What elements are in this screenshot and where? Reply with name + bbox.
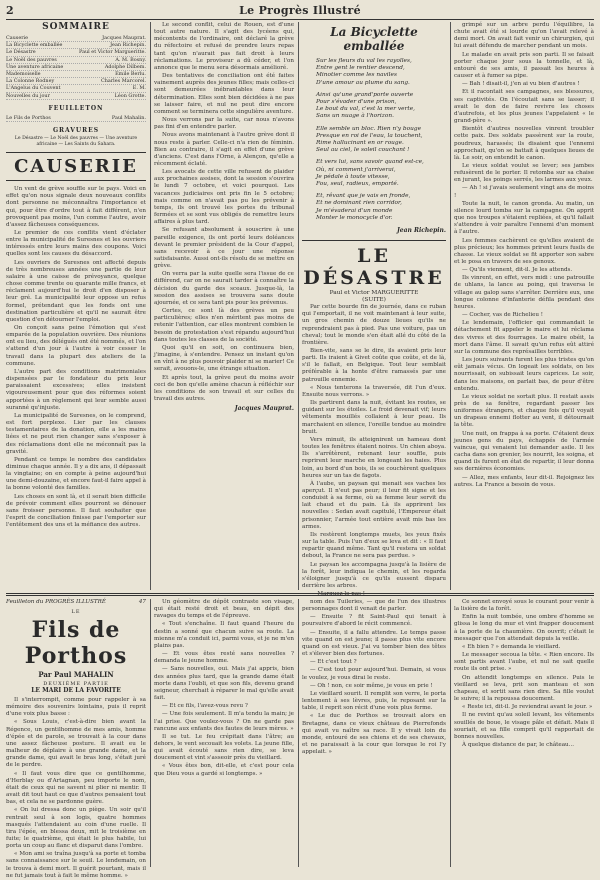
sommaire-item-title: Le Noël des pauvres bbox=[6, 56, 57, 63]
desastre-authors: Paul et Victor MARGUERITTE bbox=[329, 290, 419, 297]
desastre-paragraph: Bien-vite, sans se le dire, ils avaient pris leur parti. Ils iraient à Givet coûte que coûte, et de là, s'il le fallait, en Belgique. Tout leur semblait préférable à la honte d'être ramassés par une patrouille ennemie. bbox=[302, 348, 446, 383]
bicyclette-signature: Jean Richepin. bbox=[396, 227, 446, 235]
sommaire-item-author: E. M. bbox=[132, 85, 146, 92]
sommaire-item bbox=[6, 93, 146, 100]
story-paragraph: Le lendemain, l'officier qui commandait le détachement fit appeler le maire et lui réclama des vivres et des fourrages. Le maire obéit, la mort dans l'âme. Il savait qu'un refus eût attiré sur la commune des représailles terribles. bbox=[454, 320, 594, 355]
causerie-paragraph: L'autre part des conditions matrimoniales dispensées par le fondateur du prix leur paraissaient excessives; elles insistent vigoureusement pour que des réformes soient apportées à un règlement qui leur semble aussi suranné qu'injuste. bbox=[6, 368, 146, 411]
feuilleton-paragraph: — Et c'est tout ? bbox=[310, 659, 357, 666]
column-divider bbox=[298, 599, 299, 867]
sommaire-item-title: Mademoiselle bbox=[6, 71, 41, 78]
causerie-paragraph: Les avocats de cette ville refusent de plaider aux prochaines assises, dont la session s'ouvrira le lundi 7 octobre, et voici pourquoi. Les vacances judiciaires ont pris fin le 5 octobre; mais comme on n'avait pas pu les prévenir à temps, ils ont trouvé les portes du tribunal fermées et se sont vus obligés de remettre leurs affaires à plus tard. bbox=[154, 169, 294, 226]
causerie-title: CAUSERIE bbox=[6, 152, 146, 181]
feuilleton-rule bbox=[6, 595, 594, 596]
feuilleton-paragraph: — Une fois seulement. Il m'a tendu la main; je l'ai prise. Que voulez-vous ? On ne garde pas rancune aux enfants des fautes de leurs mères. » bbox=[154, 711, 294, 732]
poem-line: Et vers lui, sans savoir quand est-ce, bbox=[316, 159, 424, 166]
story-paragraph: — Cocher, vas de Richelieu ! bbox=[462, 312, 544, 319]
feuilleton-paragraph: Il s'interrompit, comme pour rappeler à sa mémoire des souvenirs lointains, puis il reprit d'une voix plus basse : bbox=[6, 697, 146, 718]
feuilleton-paragraph: Un géomètre de dépôt contraste son visage, qui était resté droit et beau, en dépit des ravages du temps et de l'épreuve. bbox=[154, 599, 294, 620]
column-divider bbox=[150, 599, 151, 867]
desastre-paragraph: À l'aube, un paysan qui menait ses vaches les aperçut. Il n'eut pas peur; il leur fit signe et les conduisit à sa ferme, où sa femme leur servit du lait chaud et du pain. Là ils apprirent les nouvelles : Sedan avait capitulé, l'Empereur était prisonnier, l'armée tout entière avait mis bas les armes. bbox=[302, 480, 446, 530]
story-paragraph: Ils vinrent, en effet, vers midi : une patrouille de uhlans, la lance au poing, qui traversa le village au galop sans s'arrêter. Derrière eux, une longue colonne d'infanterie défila pendant des heures. bbox=[454, 275, 594, 310]
sommaire-item bbox=[6, 71, 146, 78]
sommaire-item-author: Jean Richepin. bbox=[110, 42, 146, 49]
story-paragraph: — Qu'ils viennent, dit-il. Je les attends. bbox=[462, 267, 573, 274]
poem-line: Le bout du val, c'est la mer verte, bbox=[316, 106, 415, 113]
story-paragraph: Le malade en avait pris son parti. Il se faisait porter chaque jour sous la tonnelle, et là, entouré de ses amis, il passait les heures à causer et à fumer sa pipe. bbox=[454, 51, 594, 80]
desastre-byline bbox=[302, 290, 446, 296]
poem-line: Pour s'évader d'une prison, bbox=[316, 99, 397, 106]
feuilleton-paragraph: « Le duc de Porthos se trouvait alors en Bretagne, dans ce vieux château de Pierrefonds qui avait vu naître sa race. Il y vivait loin du monde, entouré de ses chiens et de ses chevaux, et ne paraissait à la cour que lorsque le roi l'y appelait. » bbox=[302, 713, 446, 756]
story-paragraph: Toute la nuit, le canon gronda. Au matin, un silence lourd tomba sur la campagne. On apprit que nos troupes s'étaient repliées, et qu'il fallait s'attendre à voir paraître l'ennemi d'un moment à l'autre. bbox=[454, 200, 594, 236]
gravures-text: Le Désastre — Le Noël des pauvres — Une aventure africaine — Les Saints du Sahara. bbox=[14, 136, 138, 148]
feuilleton-chapter: LE MARI DE LA FAVORITE bbox=[31, 687, 121, 694]
sommaire-list bbox=[6, 35, 146, 100]
gravures-heading: GRAVURES bbox=[52, 127, 100, 135]
story-paragraph: Et il racontait ses campagnes, ses blessures, ses captivités. On l'écoutait sans se lasser; il avait le don de faire revivre les choses d'autrefois, et les plus jeunes l'appelaient « le grand-père ». bbox=[454, 89, 594, 125]
story-paragraph: Bientôt d'autres nouvelles vinrent troubler cette paix. Des soldats passèrent sur la route, poudreux, harassés; ils disaient que l'ennemi approchait, qu'on se battait à quelques lieues de là. Le soir, on entendit le canon. bbox=[454, 126, 594, 161]
feuilleton-paragraph: « On lui dressa donc un piège. Un soir qu'il rentrait seul à son logis, quatre hommes masqués l'attendaient au coin d'une ruelle. Il tira l'épée, en blessa deux, mit le troisième en fuite; le quatrième, qui était le plus habile, lui porta un coup au flanc et disparut dans l'ombre. bbox=[6, 807, 146, 850]
poem-line: Et ne dominant rien corridor, bbox=[316, 200, 402, 207]
column-divider bbox=[450, 22, 451, 590]
feuilleton-paragraph: — C'est tout pour aujourd'hui. Demain, si vous le voulez, je vous dirai le reste. bbox=[302, 667, 446, 681]
story-paragraph: grimpé sur un arbre perdu l'équilibre, la chute avait été si lourde qu'on l'avait relevé à demi mort. On avait fait venir un chirurgien, qui lui avait défendu de marcher pendant un mois. bbox=[454, 22, 594, 50]
feuilleton-paragraph: On attendit longtemps en silence. Puis le vieillard se leva, prit son manteau et son chapeau, et sortit sans rien dire. Sa fille voulut le suivre; il la repoussa doucement. bbox=[454, 674, 594, 703]
poem-line: Presque en roi de l'eau, la touchent, bbox=[316, 132, 423, 139]
causerie-paragraph: Se refusant absolument à souscrire à une pareille exigence, ils ont porté leurs doléances devant le premier président de la Cour d'appel, sans recevoir à ce jour une réponse satisfaisante. Aussi ont-ils résolu de se mettre en grève. bbox=[154, 227, 294, 270]
sommaire-item-title: L'Angelus du Couvent bbox=[6, 85, 61, 92]
column-4 bbox=[454, 22, 594, 590]
poem-line: Minotier comme les naviles bbox=[316, 72, 397, 79]
feuilleton-text-4 bbox=[454, 599, 594, 749]
poem-line: Entre gent le rentier descend, bbox=[316, 65, 405, 72]
poem-line: Elle semble un bloc. Rien n'y bouge bbox=[316, 125, 421, 132]
causerie-paragraph: Un vent de grève souffle sur le pays. Voici en effet qu'on nous signale deux nouveaux conflits dont personne ne méconnaîtra l'importance et qui, pour être d'ordre tout à fait différent, n'en provoquent pas moins, l'un comme l'autre, avoir d'assez fâcheuses conséquences. bbox=[6, 186, 146, 228]
poem-line: Je m'évaderai d'un monde bbox=[316, 207, 393, 214]
sommaire-item-title: Causerie bbox=[6, 35, 29, 41]
causerie-paragraph: Et après tout, la grève peut du moins avoir ceci de bon qu'elle amène chacun à réfléchir sur les conditions de son travail et sur celles du travail des autres. bbox=[154, 374, 294, 402]
feuilleton-text-3 bbox=[302, 599, 446, 756]
story-continuation-text bbox=[454, 22, 594, 489]
feuilleton-paragraph: — Sans nouvelles, oui. Mais j'ai appris, bien des années plus tard, que la grande dame était morte dans l'oubli, et que son fils, devenu grand seigneur, cherchait à réparer le mal qu'elle avait fait. bbox=[154, 666, 294, 702]
sommaire-item bbox=[6, 57, 146, 64]
sommaire-item-author: Paul et Victor Margueritte. bbox=[79, 49, 146, 56]
sommaire-item-author: Léon Grotte. bbox=[114, 92, 146, 99]
poem-line: Fou, seul, radieux, emporté. bbox=[316, 181, 399, 188]
feuilleton-paragraph: — Et ce fils, l'avez-vous revu ? bbox=[162, 703, 248, 710]
feuilleton-paragraph: Il se tut. Le feu crépitait dans l'âtre; au dehors, le vent secouait les volets. La jeune fille, qui avait écouté sans rien dire, se leva doucement et vint s'asseoir près du vieillard. bbox=[154, 733, 294, 762]
causerie-signature: Jacques Mauprat. bbox=[234, 405, 294, 413]
poem-stanza bbox=[316, 58, 446, 87]
bicyclette-poem bbox=[302, 58, 446, 222]
feuilleton-entry-title: Le Fils de Porthos bbox=[6, 114, 51, 121]
feuilleton-paragraph: « Vous êtes bon, dit-elle, et c'est pour cela que Dieu vous a gardé si longtemps. » bbox=[154, 763, 294, 777]
desastre-title: LE DÉSASTRE bbox=[302, 240, 446, 289]
sommaire-item-author: Jacques Mauprat. bbox=[102, 35, 146, 41]
causerie-paragraph: Le second conflit, celui de Rouen, est d'une tout autre nature. Il s'agit des lycéens qui, mécontents de l'ordinaire, ont déclaré la grève du réfectoire et refusé de prendre leurs repas tant qu'on n'aurait pas fait droit à leurs réclamations. Le proviseur a dû céder, et l'on annonce que le menu sera désormais amélioré. bbox=[154, 22, 294, 71]
feuilleton-part: DEUXIÈME PARTIE bbox=[43, 681, 109, 687]
desastre-tag: (SUITE) bbox=[362, 297, 386, 304]
poem-line: D'une amour au plume du sang. bbox=[316, 79, 410, 86]
masthead-rule bbox=[6, 19, 594, 20]
poem-line: Seul au ciel, le soleil couchant ! bbox=[316, 147, 410, 154]
poem-stanza bbox=[316, 126, 446, 155]
column-3 bbox=[302, 22, 446, 590]
causerie-paragraph: Les choses en sont là, et il serait bien difficile de prévoir comment elles pourront se dénouer sans froisser personne. Il faut souhaiter que l'esprit de conciliation finisse par l'emporter sur l'entêtement des uns et la méfiance des autres. bbox=[6, 493, 146, 529]
poem-line: Et, rêvant que je vais en fronde, bbox=[316, 193, 411, 200]
sommaire-item-author: A. M. Bosny. bbox=[115, 56, 146, 63]
feuilleton-paragraph: Ce sonnet envoyé sous le courant pour venir à la lisière de la forêt. bbox=[454, 599, 594, 613]
newspaper-title: Le Progrès Illustré bbox=[239, 4, 361, 17]
feuilleton-paragraph: À quelque distance de par, le château... bbox=[462, 741, 574, 748]
causerie-paragraph: Des tentatives de conciliation ont été faites vainement auprès des jeunes filles; mais celles-ci sont demeurées inébranlables dans leur détermination. Elles sont bien décidées à ne pas se laisser faire, et nul ne peut dire encore comment se terminera cette singulière aventure. bbox=[154, 73, 294, 115]
feuilleton-entry bbox=[6, 115, 146, 122]
causerie-paragraph: Le premier de ces conflits vient d'éclater entre la municipalité de Suresnes et les ouvriers intéressés entre leurs mains des coupons. Voici quelles sont les causes du désaccord. bbox=[6, 229, 146, 258]
desastre-paragraph: Par cette bourde fin de journée, dans ce ruban qui l'emportait, il ne voit maintenant à leur suite, un gros chemin de douze lieues qu'ils ne reprendraient pas à pied. Pas une voiture, pas un cheval; tout le monde s'en était allé du côté de la frontière. bbox=[302, 304, 446, 346]
causerie-paragraph: La municipalité de Suresnes, on le comprend, est fort perplexe. Lier par les clauses testamentaires de la donation, elle a les mains liées et ne peut rien changer sans s'exposer à des réclamations dont elle ne méconnaît pas la gravité. bbox=[6, 412, 146, 455]
desastre-paragraph: Ils partirent dans la nuit, évitant les routes, se guidant sur les étoiles. Le froid devenait vif; leurs vêtements mouillés collaient à leur peau. Ils marchaient en silence, l'oreille tendue au moindre bruit. bbox=[302, 400, 446, 435]
feuilleton-title-prefix: LE bbox=[71, 609, 81, 615]
column-divider bbox=[450, 599, 451, 867]
desastre-paragraph: « Nous tenterons la traversée, dit l'un d'eux. Ensuite nous verrons. » bbox=[302, 384, 446, 398]
desastre-paragraph: Ils restèrent longtemps muets, les yeux fixés sur la table. Puis l'un d'eux se leva et dit : « Il faut repartir quand même. Tant qu'il restera un soldat debout, la France ne sera pas perdue. » bbox=[302, 531, 446, 560]
feuilleton-paragraph: — Ensuite ? fit Saint-Paul qui tenait à poursuivre d'abord le récit commencé. bbox=[302, 614, 446, 628]
sommaire-item bbox=[6, 64, 146, 71]
feuilleton-heading: FEUILLETON bbox=[48, 104, 104, 112]
desastre-paragraph: Vers minuit, ils atteignirent un hameau dont toutes les fenêtres étaient noires. Un chien aboya. Ils s'arrêtèrent, retenant leur souffle, puis reprirent leur marche en longeant les haies. Plus loin, au bord d'un bois, ils se couchèrent quelques heures sur un tas de fagots. bbox=[302, 436, 446, 479]
feuilleton-paragraph: « Sous Louis, c'est-à-dire bien avant la Régence, un gentilhomme de mes amis, homme d'épée et de parole, se trouvait à la cour dans une assez fâcheuse posture. Il avait eu le malheur de déplaire à une grande dame, et la grande dame, qui avait le bras long, s'était juré de le perdre. bbox=[6, 719, 146, 769]
feuilleton-paragraph: « Eh bien ? » demanda le vieillard. bbox=[462, 643, 561, 650]
sommaire-item-title: La Bicyclette emballée bbox=[6, 42, 63, 49]
feuilleton-column-2 bbox=[154, 599, 294, 867]
feuilleton-paragraph: Le vieillard sourit. Il remplit son verre, le porta lentement à ses lèvres, puis, le reposant sur la table, il reprit son récit d'une voix plus ferme. bbox=[302, 690, 446, 712]
feuilleton-paragraph: — Et vous êtes resté sans nouvelles ? demanda le jeune homme. bbox=[154, 651, 294, 665]
feuilleton-paragraph: « Tout s'enchaîne. Il faut quand l'heure du destin a sonné que chacun suive sa route. La mienne m'a conduit ici, parmi vous, et je ne m'en plains pas. bbox=[154, 621, 294, 649]
feuilleton-header bbox=[6, 599, 146, 605]
causerie-paragraph: Les ouvriers de Suresnes ont affecté depuis de très nombreuses années une partie de leur salaire à une caisse de prévoyance, quelque chose comme trente ou quarante mille francs, et réclament aujourd'hui le droit d'en disposer à leur gré. La municipalité leur oppose un refus formel, prétendant que les fonds ont une destination particulière et qu'il ne saurait être question d'en détourner l'emploi. bbox=[6, 259, 146, 323]
story-paragraph: Une nuit, on frappa à sa porte. C'étaient deux jeunes gens du pays, échappés de l'armée vaincue, qui venaient lui demander asile. Il les cacha dans son grenier, les nourrit, les soigna, et quand ils furent en état de repartir, il leur donna ses dernières économies. bbox=[454, 430, 594, 473]
feuilleton-column-4 bbox=[454, 599, 594, 867]
feuilleton-paragraph: Enfin la nuit tombée, une ombre d'homme se glissa le long du mur et vint frapper doucement à la porte de la chaumière. On ouvrit; c'était le messager que l'on attendait depuis la veille. bbox=[454, 614, 594, 642]
story-paragraph: Les femmes cachèrent ce qu'elles avaient de plus précieux; les hommes prirent leurs fusils de chasse. Le vieux soldat se fit apporter son sabre et le posa en travers de ses genoux. bbox=[454, 237, 594, 265]
sommaire-item bbox=[6, 49, 146, 56]
poem-line: Monter le monocycle d'or. bbox=[316, 214, 393, 221]
sommaire-item-title: Nouvelles du jour bbox=[6, 92, 50, 99]
feuilleton-paragraph: Le messager secoua la tête. « Rien encore. Ils sont partis avant l'aube, et nul ne sait quelle route ils ont prise. » bbox=[454, 652, 594, 673]
bicyclette-title: La Bicyclette emballée bbox=[330, 25, 418, 53]
causerie-text-part1 bbox=[6, 186, 146, 529]
sommaire-item bbox=[6, 78, 146, 85]
story-paragraph: Le vieux soldat ne sortait plus. Il restait assis près de sa fenêtre, regardant passer les uniformes étrangers, et chaque fois qu'il voyait un drapeau ennemi flotter au vent, il détournait la tête. bbox=[454, 393, 594, 429]
causerie-paragraph: Certes, ce sont là des grèves un peu particulières; elles n'en méritent pas moins de retenir l'attention, car elles montrent combien le besoin de protestation s'est répandu aujourd'hui dans toutes les classes de la société. bbox=[154, 308, 294, 343]
causerie-paragraph: On conçoit sans peine l'émotion qui s'est emparée de la population ouvrière. Des réunions ont eu lieu, des délégués ont été nommés, et l'on s'attend d'un jour à l'autre à voir cesser le travail dans la plupart des ateliers de la commune. bbox=[6, 325, 146, 367]
poem-line: Rime hallucinant en or rouge. bbox=[316, 140, 404, 147]
column-1 bbox=[6, 22, 146, 590]
sommaire-heading: SOMMAIRE bbox=[42, 22, 110, 32]
sommaire-item-title: Le Désastre bbox=[6, 49, 36, 56]
causerie-paragraph: Pendant ce temps le nombre des candidates diminue chaque année. Il y a dix ans, il dépassait la vingtaine; on en compte à peine aujourd'hui une demi-douzaine, et encore faut-il faire appel à la bonne volonté des familles. bbox=[6, 456, 146, 492]
feuilleton-author: Par Paul MAHALIN bbox=[38, 670, 114, 679]
feuilleton-rule bbox=[6, 593, 594, 594]
feuilleton-paragraph: — Ensuite, il a fallu attendre. Le temps passe vite quand on est jeune; il passe plus vite encore quand on est vieux. J'ai vu tomber bien des têtes et s'élever bien des fortunes. bbox=[302, 629, 446, 658]
sommaire-item-title: Une aventure africaine bbox=[6, 63, 64, 70]
causerie-paragraph: On verra par la suite quelle sera l'issue de ce différend, car on ne saurait tarder à connaître la décision du garde des sceaux. Jusque-là, la session des assises se trouvera sans doute ajournée, et ce sera tant pis pour les prévenus. bbox=[154, 271, 294, 306]
poem-line: Où, ni comment j'arriverai, bbox=[316, 166, 396, 173]
sommaire-item-author: Charles Marcorel. bbox=[101, 78, 146, 85]
sommaire-item bbox=[6, 85, 146, 92]
causerie-text-part2 bbox=[154, 22, 294, 403]
poem-stanza bbox=[316, 92, 446, 121]
sommaire-item-author: Adolphe Dilbem. bbox=[104, 63, 146, 70]
feuilleton-number: 47 bbox=[138, 599, 146, 605]
poem-line: Je pédale à toute vitesse, bbox=[316, 173, 390, 180]
column-2 bbox=[154, 22, 294, 590]
poem-stanza bbox=[316, 193, 446, 222]
feuilleton-paragraph: « Il faut vous dire que ce gentilhomme, d'Herblay ou d'Artagnan, peu importe le nom, était de ceux qui ne savent ni plier ni mentir. Il avait dit tout haut ce que d'autres pensaient tout bas, et cela ne se pardonne guère. bbox=[6, 770, 146, 806]
feuilleton-column-3 bbox=[302, 599, 446, 867]
story-paragraph: Le vieux soldat voulut se lever; ses jambes refusèrent de le porter. Il retomba sur sa chaise en jurant, les poings serrés, les larmes aux yeux. bbox=[454, 162, 594, 184]
feuilleton-label: Feuilleton du PROGRÈS ILLUSTRÉ bbox=[6, 599, 106, 605]
feuilleton-paragraph: Il ne revint qu'au soleil levant, les vêtements souillés de boue, le visage pâle et défait. Mais il souriait, et sa fille comprit qu'il rapportait de bonnes nouvelles. bbox=[454, 712, 594, 740]
feuilleton-paragraph: « Reste ici, dit-il. Je reviendrai avant le jour. » bbox=[462, 704, 593, 711]
sommaire-item-author: Emile Berlu. bbox=[115, 71, 146, 78]
column-divider bbox=[150, 22, 151, 590]
story-paragraph: Les jours suivants furent les plus tristes qu'on eût jamais vécus. On logeait les soldats, on les nourrissait, on subissait leurs caprices. Le soir, dans les maisons, on parlait bas, de peur d'être entendu. bbox=[454, 357, 594, 392]
story-paragraph: — Ah ! si j'avais seulement vingt ans de moins ! bbox=[454, 185, 594, 199]
sommaire-item-title: La Colonne Rodney bbox=[6, 78, 55, 85]
poem-line: Ainsi qu'une grand'porte ouverte bbox=[316, 91, 414, 98]
feuilleton-paragraph: nom des Tuileries, — que de l'un des illustres personnages dont il venait de parler. bbox=[302, 599, 446, 613]
feuilleton-text-2 bbox=[154, 599, 294, 778]
causerie-paragraph: Nous avons maintenant à l'autre grève dont il nous reste à parler. Celle-ci n'a rien de féminin. Bien au contraire, il s'agit en effet d'une grève d'anciens. C'est dans l'Orne, à Alençon, qu'elle a récemment éclaté. bbox=[154, 132, 294, 167]
poem-stanza bbox=[316, 159, 446, 188]
poem-line: Sur les fleurs du val les rayolles, bbox=[316, 58, 412, 64]
feuilleton-paragraph: « Mon ami se traîna jusqu'à sa porte et tomba sans connaissance sur le seuil. Le lendemain, on le trouva à demi mort. Il guérit pourtant, mais il ne fut jamais tout à fait le même homme. » bbox=[6, 851, 146, 879]
story-paragraph: — Allez, mes enfants, leur dit-il. Rejoignez les autres. La France a besoin de vous. bbox=[454, 474, 594, 488]
masthead bbox=[6, 4, 594, 18]
causerie-paragraph: Quoi qu'il en soit, on continuera bien, j'imagine, à s'entendre. Pensez un instant qu'on en vînt à ne plus pouvoir plaider ni se marier! Ce serait, avouons-le, une étrange situation. bbox=[154, 344, 294, 373]
feuilleton-entry-author: Paul Mahalin. bbox=[111, 114, 146, 121]
desastre-text bbox=[302, 304, 446, 598]
causerie-paragraph: Nous verrons par la suite, car nous n'avons pas fini d'en entendre parler. bbox=[154, 117, 294, 131]
page-number: 2 bbox=[6, 4, 14, 17]
feuilleton-column-1 bbox=[6, 599, 146, 879]
poem-line: Sans un nuage à l'horizon. bbox=[316, 113, 394, 120]
column-divider bbox=[298, 22, 299, 590]
feuilleton-text-1 bbox=[6, 697, 146, 880]
feuilleton-paragraph: — Oh ! non, ce soir même, je vous en prie ! bbox=[310, 682, 433, 689]
story-paragraph: — Bah ! disait-il, j'en ai vu bien d'autres ! bbox=[462, 81, 580, 88]
desastre-paragraph: Le paysan les accompagna jusqu'à la lisière de la forêt, leur indiqua le chemin, et les regarda s'éloigner jusqu'à ce qu'ils eussent disparu derrière les arbres. bbox=[302, 561, 446, 589]
feuilleton-title: Fils de Porthos bbox=[24, 617, 128, 669]
